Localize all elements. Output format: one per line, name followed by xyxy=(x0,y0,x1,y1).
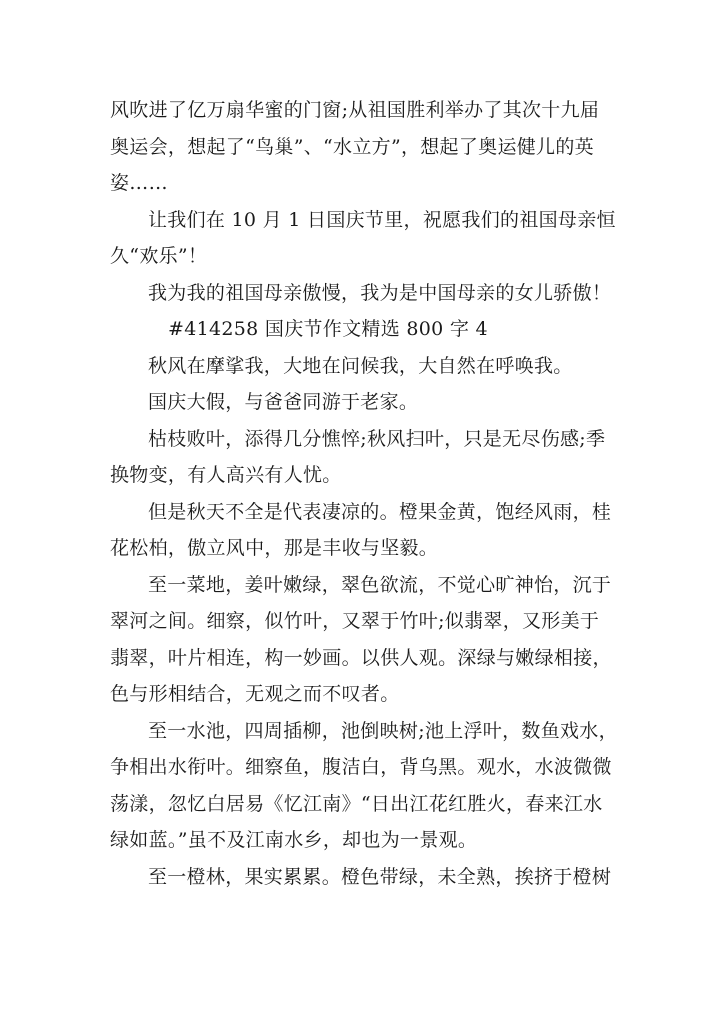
text-line: 荡漾，忽忆白居易《忆江南》“日出江花红胜火，春来江水 xyxy=(110,792,603,815)
text-line: 秋风在摩挲我，大地在问候我，大自然在呼唤我。 xyxy=(148,354,573,377)
text-line: 让我们在 10 月 1 日国庆节里，祝愿我们的祖国母亲恒 xyxy=(148,208,616,231)
section-heading: #414258 国庆节作文精选 800 字 4 xyxy=(168,318,488,340)
text-line: 我为我的祖国母亲傲慢，我为是中国母亲的女儿骄傲！ xyxy=(148,281,612,304)
text-line: 枯枝败叶，添得几分憔悴;秋风扫叶，只是无尽伤感;季 xyxy=(148,427,606,450)
text-line: 绿如蓝。”虽不及江南水乡，却也为一景观。 xyxy=(110,829,478,851)
text-line: 至一菜地，姜叶嫩绿，翠色欲流，不觉心旷神怡，沉于 xyxy=(148,573,612,596)
text-line: 久“欢乐”！ xyxy=(110,245,208,267)
text-line: 但是秋天不全是代表凄凉的。橙果金黄，饱经风雨，桂 xyxy=(148,500,612,523)
text-line: 换物变，有人高兴有人忧。 xyxy=(110,464,342,486)
text-line: 奥运会，想起了“鸟巢”、“水立方”，想起了奥运健儿的英 xyxy=(110,135,594,158)
text-line: 国庆大假，与爸爸同游于老家。 xyxy=(148,391,419,413)
text-line: 至一水池，四周插柳，池倒映树;池上浮叶，数鱼戏水， xyxy=(148,719,618,742)
text-line: 色与形相结合，无观之而不叹者。 xyxy=(110,683,400,705)
text-line: 风吹进了亿万扇华蜜的门窗;从祖国胜利举办了其次十九届 xyxy=(110,99,600,121)
text-line: 至一橙林，果实累累。橙色带绿，未全熟，挨挤于橙树 xyxy=(148,865,612,888)
text-line: 翡翠，叶片相连，构一妙画。以供人观。深绿与嫩绿相接， xyxy=(110,646,612,669)
text-line: 争相出水衔叶。细察鱼，腹洁白，背乌黑。观水，水波微微 xyxy=(110,756,612,778)
text-line: 姿…… xyxy=(110,172,168,194)
document-page xyxy=(110,92,618,895)
text-line: 花松柏，傲立风中，那是丰收与坚毅。 xyxy=(110,537,439,559)
text-line: 翠河之间。细察，似竹叶，又翠于竹叶;似翡翠，又形美于 xyxy=(110,610,600,632)
